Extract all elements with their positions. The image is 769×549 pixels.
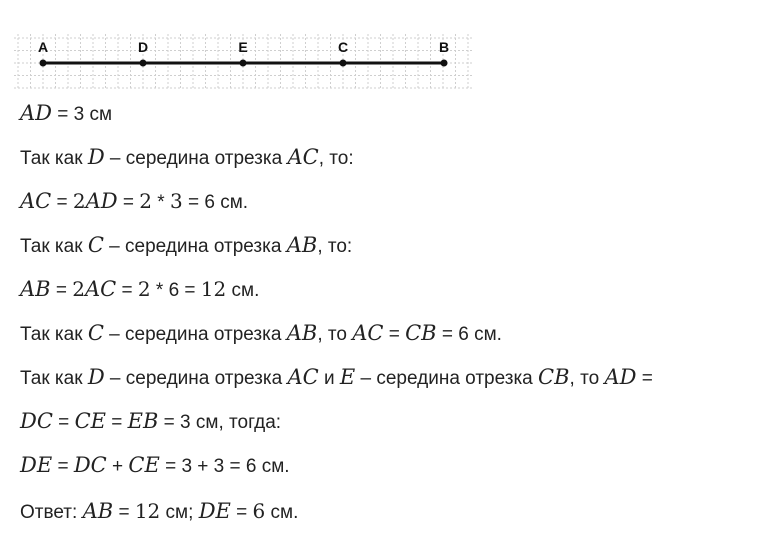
- solution-line-4: [20, 233, 352, 257]
- math-term: DE: [20, 453, 53, 477]
- math-term: DC: [73, 453, 107, 477]
- math-term: DC: [20, 409, 53, 433]
- text-fragment: =: [113, 502, 135, 523]
- text-fragment: Так как: [20, 368, 88, 389]
- text-fragment: =: [52, 412, 75, 433]
- text-fragment: =: [116, 280, 138, 301]
- point-a-label: A: [37, 39, 49, 55]
- solution-line-6: [20, 321, 502, 345]
- text-fragment: Ответ:: [20, 502, 83, 523]
- solution-line-2: [20, 145, 354, 169]
- text-fragment: – середина отрезка: [104, 368, 288, 389]
- math-number: 12: [200, 277, 227, 301]
- math-term: AB: [82, 499, 114, 523]
- text-fragment: – середина отрезка: [103, 236, 287, 257]
- text-fragment: = 3 см, тогда:: [158, 412, 282, 433]
- text-fragment: , то: [317, 324, 353, 345]
- math-term: D: [87, 145, 105, 169]
- text-fragment: = 6 см.: [182, 192, 249, 213]
- text-fragment: см;: [160, 502, 199, 523]
- text-fragment: и: [318, 368, 340, 389]
- solution-line-5: [20, 277, 259, 301]
- math-number: 3: [169, 189, 183, 213]
- solution-line-1: [20, 101, 112, 125]
- math-term: AD: [20, 101, 53, 125]
- math-term: AC: [287, 145, 319, 169]
- text-fragment: см.: [265, 502, 299, 523]
- solution-line-8: [20, 409, 281, 433]
- text-fragment: =: [230, 502, 253, 523]
- math-term: AC: [352, 321, 384, 345]
- text-fragment: Так как: [20, 236, 88, 257]
- math-term: CB: [538, 365, 570, 389]
- point-c-label: C: [337, 39, 349, 55]
- point-b-label: B: [438, 39, 450, 55]
- math-term: DE: [198, 499, 231, 523]
- text-fragment: =: [50, 280, 73, 301]
- text-fragment: – середина отрезка: [104, 148, 288, 169]
- text-fragment: , то:: [318, 148, 354, 169]
- math-term: D: [87, 365, 105, 389]
- point-a-dot: [40, 60, 47, 67]
- math-term: AC: [85, 277, 117, 301]
- point-e-dot: [240, 60, 247, 67]
- text-fragment: = 3 см: [52, 104, 113, 125]
- text-fragment: =: [105, 412, 128, 433]
- text-fragment: Так как: [20, 148, 88, 169]
- math-term: AB: [286, 321, 318, 345]
- text-fragment: = 3 + 3 = 6 см.: [159, 456, 290, 477]
- text-fragment: =: [383, 324, 406, 345]
- text-fragment: – середина отрезка: [355, 368, 539, 389]
- text-fragment: =: [636, 368, 653, 389]
- text-fragment: =: [52, 456, 74, 477]
- segment-figure: [10, 30, 476, 94]
- math-number: 2: [72, 277, 85, 301]
- math-term: C: [87, 233, 104, 257]
- point-c-dot: [340, 60, 347, 67]
- text-fragment: =: [51, 192, 73, 213]
- math-term: E: [339, 365, 356, 389]
- math-term: CE: [128, 453, 160, 477]
- solution-line-3: [20, 189, 248, 213]
- math-number: 6: [252, 499, 266, 523]
- math-term: EB: [127, 409, 159, 433]
- math-number: 2: [72, 189, 86, 213]
- math-number: 12: [134, 499, 161, 523]
- math-term: C: [87, 321, 104, 345]
- text-fragment: =: [117, 192, 140, 213]
- point-d-dot: [140, 60, 147, 67]
- point-e-label: E: [238, 39, 248, 55]
- text-fragment: *: [152, 192, 170, 213]
- text-fragment: см.: [226, 280, 260, 301]
- math-term: AC: [20, 189, 52, 213]
- text-fragment: * 6 =: [150, 280, 201, 301]
- math-term: AD: [85, 189, 118, 213]
- text-fragment: Так как: [20, 324, 88, 345]
- math-term: AB: [20, 277, 51, 301]
- math-term: AC: [287, 365, 319, 389]
- text-fragment: +: [106, 456, 129, 477]
- solution-line-10: [20, 499, 298, 523]
- math-number: 2: [137, 277, 151, 301]
- math-term: CB: [405, 321, 437, 345]
- point-b-dot: [441, 60, 448, 67]
- text-fragment: = 6 см.: [436, 324, 502, 345]
- math-number: 2: [139, 189, 153, 213]
- text-fragment: , то: [569, 368, 605, 389]
- point-d-label: D: [137, 39, 149, 55]
- math-term: CE: [74, 409, 106, 433]
- text-fragment: , то:: [317, 236, 353, 257]
- math-term: AB: [286, 233, 318, 257]
- solution-line-9: [20, 453, 290, 477]
- solution-line-7: [20, 365, 653, 389]
- math-term: AD: [604, 365, 637, 389]
- text-fragment: – середина отрезка: [103, 324, 287, 345]
